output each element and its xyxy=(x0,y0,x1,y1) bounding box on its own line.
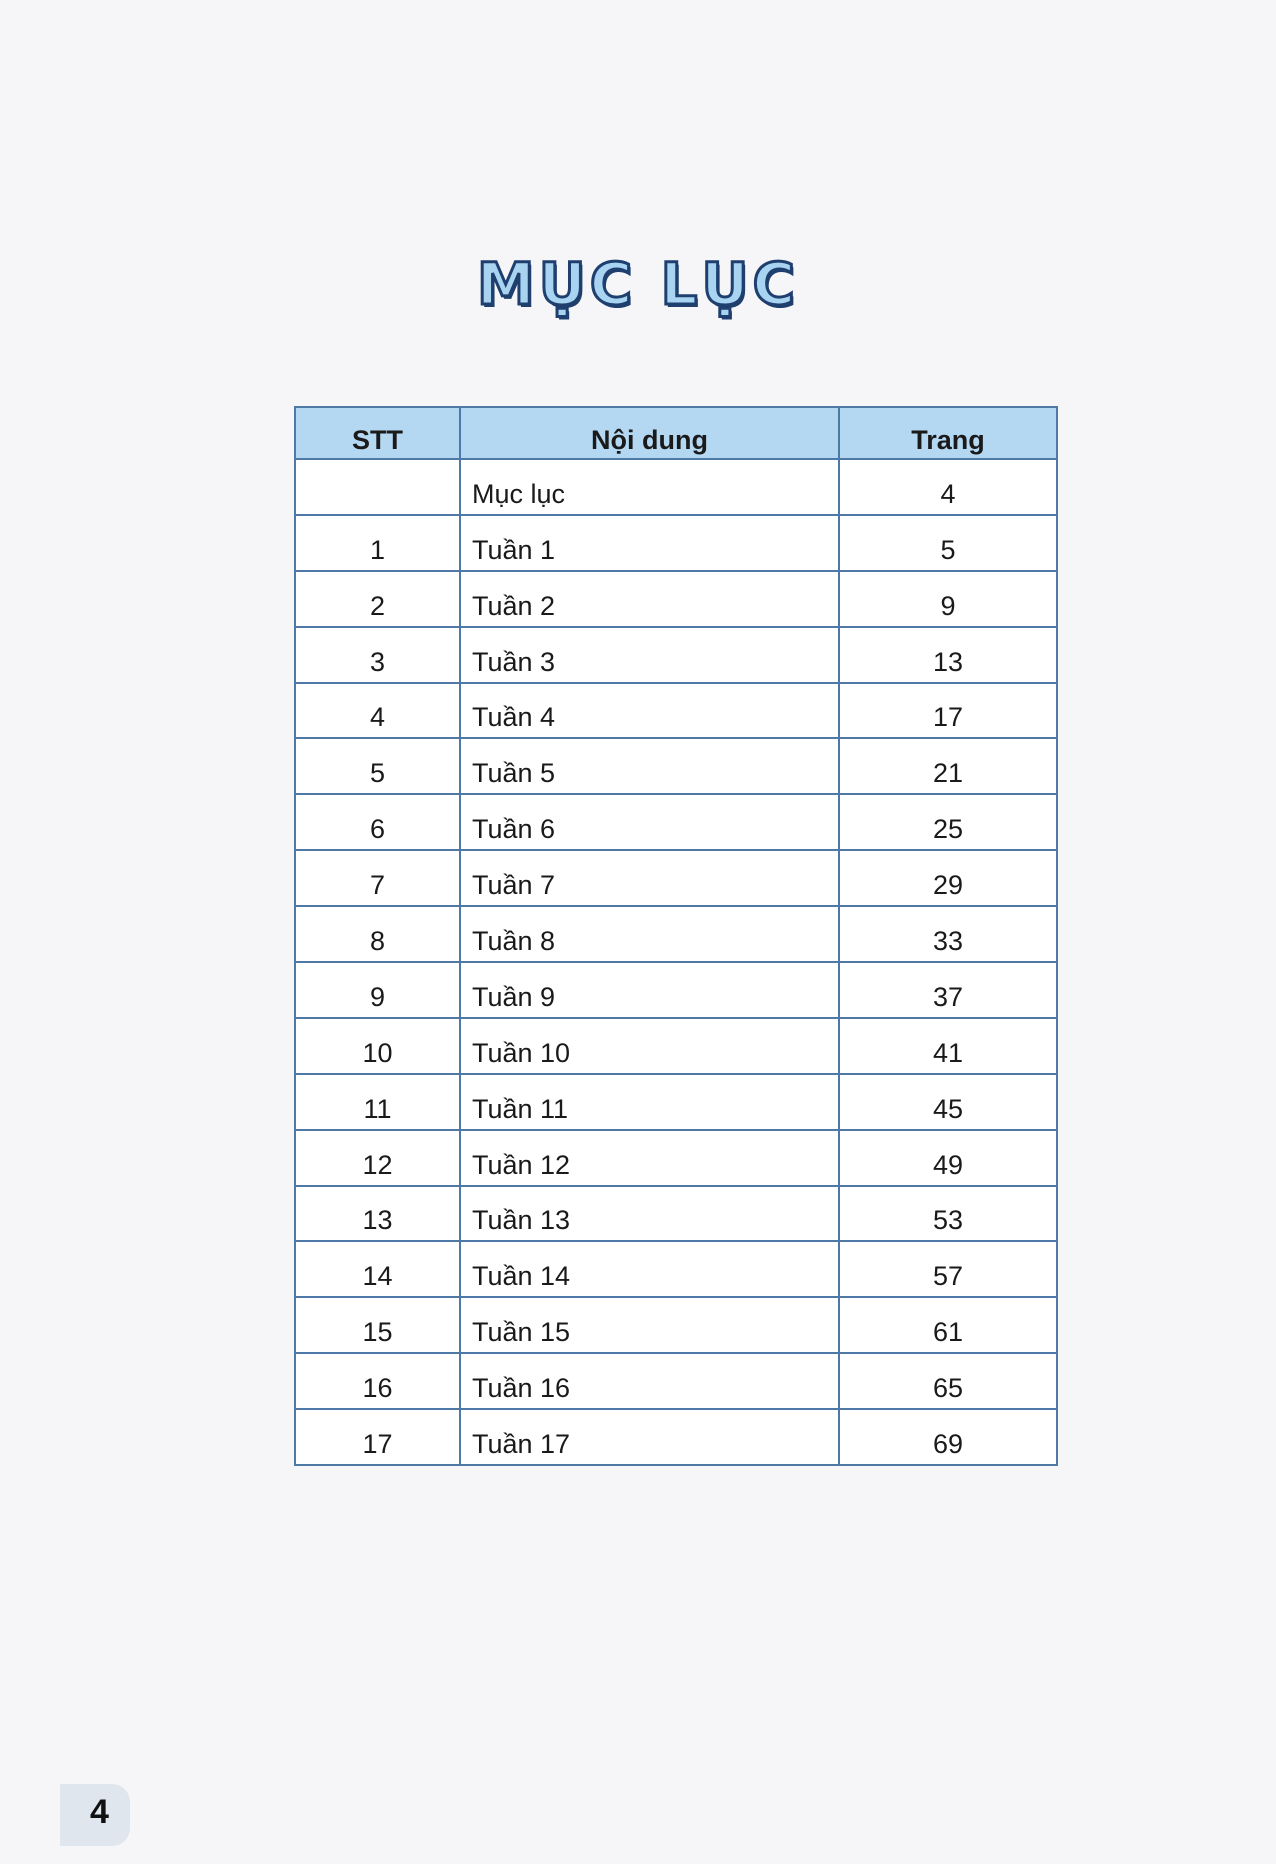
row-page: 17 xyxy=(839,683,1057,739)
row-page: 61 xyxy=(839,1297,1057,1353)
table-row xyxy=(295,906,1057,962)
row-content: Tuần 7 xyxy=(460,850,839,906)
row-stt: 11 xyxy=(295,1074,460,1130)
row-content: Tuần 11 xyxy=(460,1074,839,1130)
row-content: Mục lục xyxy=(460,459,839,515)
row-content: Tuần 17 xyxy=(460,1409,839,1465)
table-header-row xyxy=(295,407,1057,459)
row-content: Tuần 2 xyxy=(460,571,839,627)
table-row xyxy=(295,683,1057,739)
row-stt: 3 xyxy=(295,627,460,683)
row-page: 57 xyxy=(839,1241,1057,1297)
row-stt: 6 xyxy=(295,794,460,850)
row-content: Tuần 3 xyxy=(460,627,839,683)
row-content: Tuần 10 xyxy=(460,1018,839,1074)
row-page: 25 xyxy=(839,794,1057,850)
page-title: MỤC LỤC xyxy=(476,250,800,318)
row-content: Tuần 12 xyxy=(460,1130,839,1186)
table-row xyxy=(295,738,1057,794)
row-content: Tuần 5 xyxy=(460,738,839,794)
row-content: Tuần 16 xyxy=(460,1353,839,1409)
row-page: 29 xyxy=(839,850,1057,906)
header-page: Trang xyxy=(839,407,1057,459)
row-page: 33 xyxy=(839,906,1057,962)
page-number: 4 xyxy=(90,1793,109,1831)
table-row xyxy=(295,1186,1057,1242)
table-row xyxy=(295,1130,1057,1186)
row-content: Tuần 9 xyxy=(460,962,839,1018)
row-page: 5 xyxy=(839,515,1057,571)
row-stt: 7 xyxy=(295,850,460,906)
row-page: 37 xyxy=(839,962,1057,1018)
row-page: 45 xyxy=(839,1074,1057,1130)
row-content: Tuần 8 xyxy=(460,906,839,962)
row-content: Tuần 13 xyxy=(460,1186,839,1242)
row-stt: 10 xyxy=(295,1018,460,1074)
row-stt: 17 xyxy=(295,1409,460,1465)
row-stt: 4 xyxy=(295,683,460,739)
table-row xyxy=(295,1241,1057,1297)
table-row xyxy=(295,1297,1057,1353)
row-stt: 14 xyxy=(295,1241,460,1297)
row-stt: 5 xyxy=(295,738,460,794)
row-page: 21 xyxy=(839,738,1057,794)
row-content: Tuần 14 xyxy=(460,1241,839,1297)
row-stt xyxy=(295,459,460,515)
row-page: 13 xyxy=(839,627,1057,683)
table-row xyxy=(295,850,1057,906)
row-stt: 12 xyxy=(295,1130,460,1186)
row-page: 49 xyxy=(839,1130,1057,1186)
row-page: 69 xyxy=(839,1409,1057,1465)
row-content: Tuần 1 xyxy=(460,515,839,571)
row-content: Tuần 4 xyxy=(460,683,839,739)
row-stt: 9 xyxy=(295,962,460,1018)
header-stt: STT xyxy=(295,407,460,459)
row-page: 65 xyxy=(839,1353,1057,1409)
table-row xyxy=(295,1353,1057,1409)
row-page: 4 xyxy=(839,459,1057,515)
row-stt: 2 xyxy=(295,571,460,627)
row-content: Tuần 15 xyxy=(460,1297,839,1353)
table-row xyxy=(295,1074,1057,1130)
row-stt: 15 xyxy=(295,1297,460,1353)
table-row xyxy=(295,962,1057,1018)
table-of-contents xyxy=(294,406,1058,1466)
row-stt: 13 xyxy=(295,1186,460,1242)
table-row xyxy=(295,459,1057,515)
row-stt: 16 xyxy=(295,1353,460,1409)
header-content: Nội dung xyxy=(460,407,839,459)
row-page: 53 xyxy=(839,1186,1057,1242)
row-stt: 8 xyxy=(295,906,460,962)
table-row xyxy=(295,571,1057,627)
row-page: 41 xyxy=(839,1018,1057,1074)
table-row xyxy=(295,627,1057,683)
table-row xyxy=(295,1018,1057,1074)
table-row xyxy=(295,1409,1057,1465)
table-row xyxy=(295,794,1057,850)
table-row xyxy=(295,515,1057,571)
row-stt: 1 xyxy=(295,515,460,571)
row-page: 9 xyxy=(839,571,1057,627)
row-content: Tuần 6 xyxy=(460,794,839,850)
